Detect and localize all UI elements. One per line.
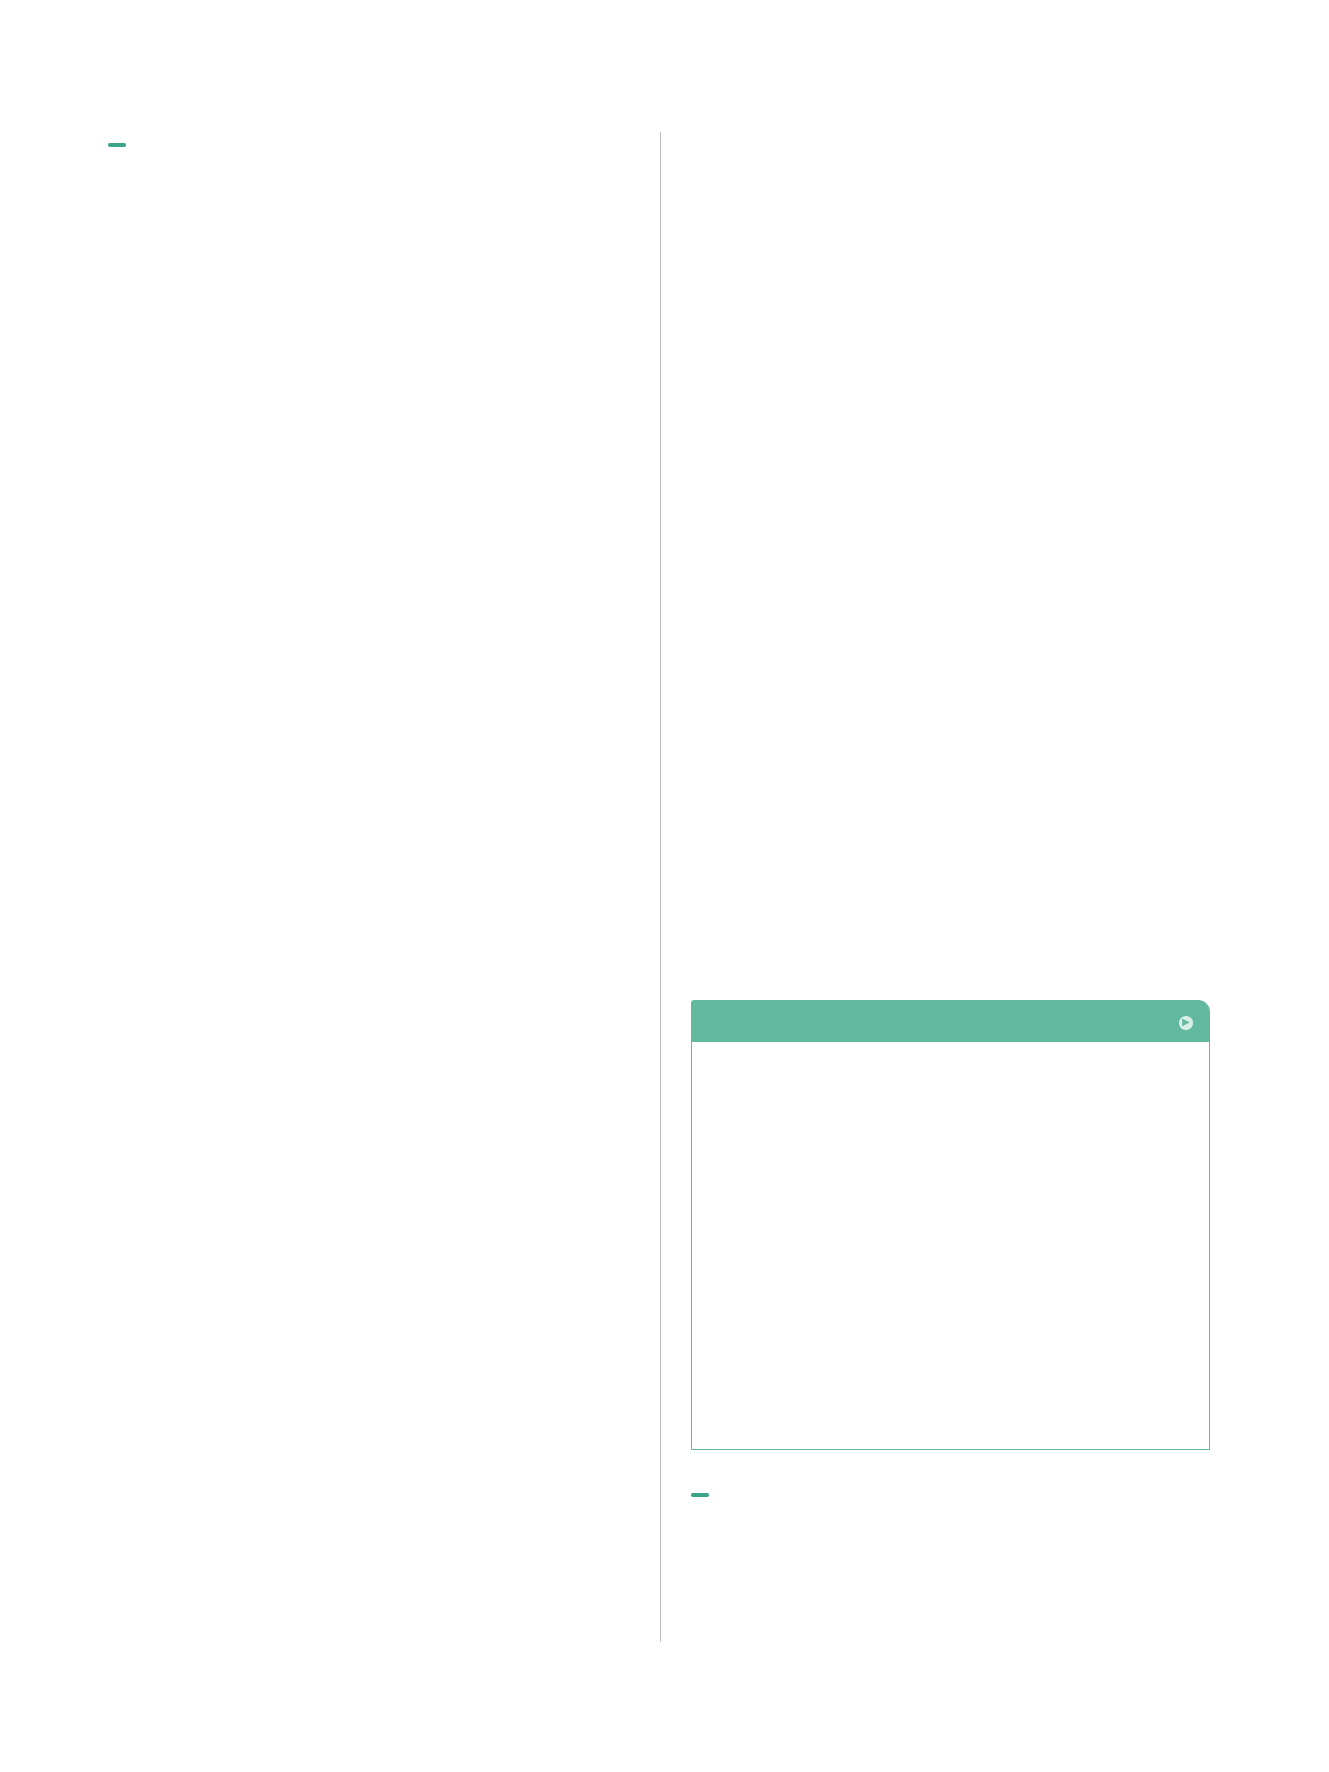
mock-test-header — [691, 1000, 1210, 1042]
page-footer — [104, 1690, 116, 1715]
arrow-right-icon: ▶ — [1179, 1016, 1193, 1030]
explanation-badge-2 — [691, 1493, 709, 1497]
bottom-explanation — [687, 1482, 1217, 1513]
right-answer-list — [687, 122, 1217, 140]
bottom-answer-list — [687, 1507, 1217, 1510]
explanation-badge — [108, 143, 126, 147]
answer-key-box — [691, 1042, 1210, 1450]
right-column — [687, 122, 1217, 143]
left-answer-list — [104, 159, 632, 210]
page-reference — [1179, 1012, 1196, 1030]
left-column — [104, 132, 632, 213]
column-divider — [660, 132, 661, 1642]
